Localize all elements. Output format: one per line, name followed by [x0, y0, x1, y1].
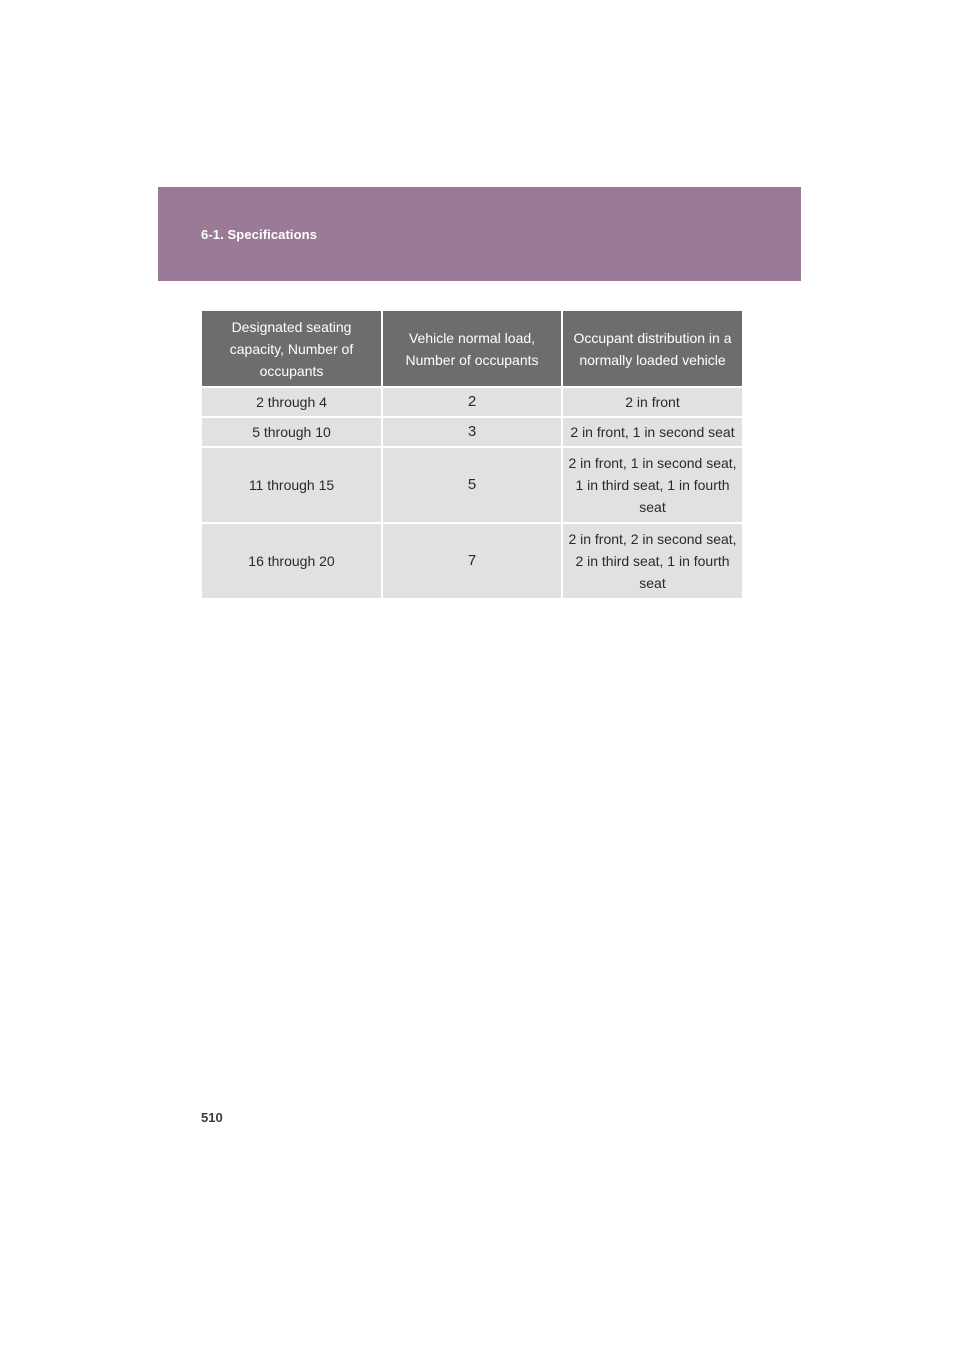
normal-load-cell: 3 [382, 417, 562, 447]
occupant-distribution-table [202, 311, 742, 600]
column-header-capacity: Designated seating capacity, Number of occupants [202, 311, 382, 387]
column-header-distribution: Occupant distribution in a normally loaded vehicle [562, 311, 742, 387]
distribution-cell: 2 in front, 1 in second seat, 1 in third seat, 1 in fourth seat [562, 447, 742, 523]
page-number: 510 [201, 1110, 223, 1125]
table-row [202, 447, 742, 523]
normal-load-cell: 7 [382, 523, 562, 599]
capacity-cell: 5 through 10 [202, 417, 382, 447]
table-row [202, 523, 742, 599]
table-row [202, 417, 742, 447]
capacity-cell: 16 through 20 [202, 523, 382, 599]
section-header-band [158, 187, 801, 281]
normal-load-cell: 2 [382, 387, 562, 417]
table-row [202, 387, 742, 417]
column-header-normal-load: Vehicle normal load, Number of occupants [382, 311, 562, 387]
distribution-cell: 2 in front [562, 387, 742, 417]
capacity-cell: 2 through 4 [202, 387, 382, 417]
distribution-cell: 2 in front, 2 in second seat, 2 in third seat, 1 in fourth seat [562, 523, 742, 599]
capacity-cell: 11 through 15 [202, 447, 382, 523]
table-header-row [202, 311, 742, 387]
normal-load-cell: 5 [382, 447, 562, 523]
distribution-cell: 2 in front, 1 in second seat [562, 417, 742, 447]
section-title: 6-1. Specifications [201, 227, 318, 242]
